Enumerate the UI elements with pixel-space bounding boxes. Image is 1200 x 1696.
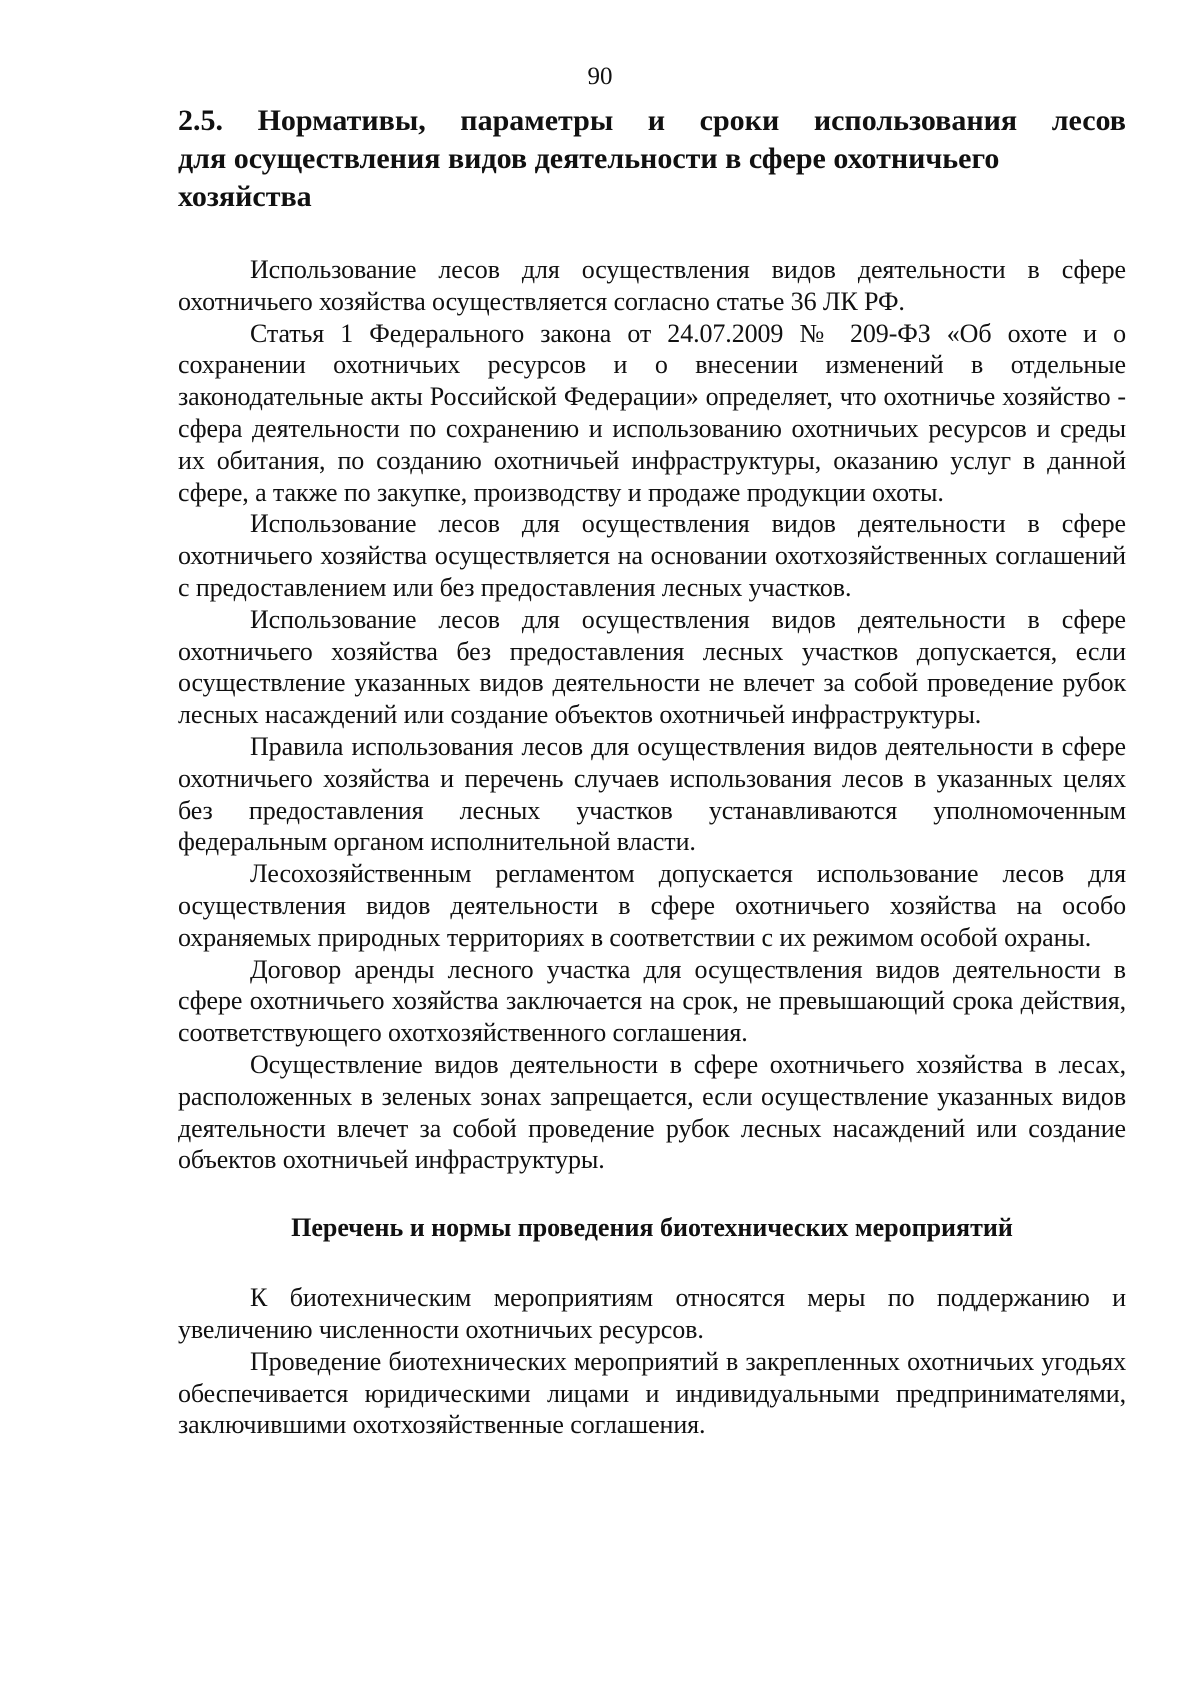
paragraph: Осуществление видов деятельности в сфере охотничьего хозяйства в лесах, расположенных в зеленых зонах запрещается, если осуществление указанных видов деятельности влечет за собой проведение рубок лесных насаждений или создание объектов охотничьей инфраструктуры. — [178, 1049, 1126, 1175]
page-number: 90 — [587, 63, 613, 90]
paragraph: К биотехническим мероприятиям относятся меры по поддержанию и увеличению численности охотничьих ресурсов. — [178, 1283, 1126, 1344]
page-content — [178, 102, 1126, 1441]
paragraph: Статья 1 Федерального закона от 24.07.2009 № 209-ФЗ «Об охоте и о сохранении охотничьих ресурсов и о внесении изменений в отдельные законодательные акты Российской Федерации» определяет, что охотничье хозяйство - сфера деятельности по сохранению и использованию охотничьих ресурсов и среды их обитания, по созданию охотничьей инфраструктуры, оказанию услуг в данной сфере, а также по закупке, производству и продаже продукции охоты. — [178, 318, 1126, 507]
paragraph: Проведение биотехнических мероприятий в закрепленных охотничьих угодьях обеспечивается юридическими лицами и индивидуальными предпринимателями, заключившими охотхозяйственные соглашения. — [178, 1346, 1126, 1440]
paragraph: Использование лесов для осуществления видов деятельности в сфере охотничьего хозяйства без предоставления лесных участков допускается, если осуществление указанных видов деятельности не влечет за собой проведение рубок лесных насаждений или создание объектов охотничьей инфраструктуры. — [178, 604, 1126, 730]
section-heading — [178, 102, 1126, 216]
paragraph: Лесохозяйственным регламентом допускается использование лесов для осуществления видов деятельности в сфере охотничьего хозяйства на особо охраняемых природных территориях в соответствии с их режимом особой охраны. — [178, 859, 1126, 952]
section-heading-line-2: для осуществления видов деятельности в сфере охотничьего хозяйства — [178, 142, 1000, 213]
paragraph: Использование лесов для осуществления видов деятельности в сфере охотничьего хозяйства осуществляется на основании охотхозяйственных соглашений с предоставлением или без предоставления лесных участков. — [178, 509, 1126, 602]
paragraph: Договор аренды лесного участка для осуществления видов деятельности в сфере охотничьего хозяйства заключается на срок, не превышающий срока действия, соответствующего охотхозяйственного соглашения. — [178, 954, 1126, 1048]
section-body — [178, 254, 1126, 1176]
paragraph: Правила использования лесов для осуществления видов деятельности в сфере охотничьего хозяйства и перечень случаев использования лесов в указанных целях без предоставления лесных участков устанавливаются уполномоченным федеральным органом исполнительной власти. — [178, 731, 1126, 857]
biotech-body — [178, 1282, 1126, 1441]
biotech-heading: Перечень и нормы проведения биотехнических мероприятий — [291, 1213, 1013, 1243]
section-heading-line-1: 2.5. Нормативы, параметры и сроки использования лесов — [178, 104, 1126, 137]
paragraph: Использование лесов для осуществления видов деятельности в сфере охотничьего хозяйства осуществляется согласно статье 36 ЛК РФ. — [178, 255, 1126, 316]
